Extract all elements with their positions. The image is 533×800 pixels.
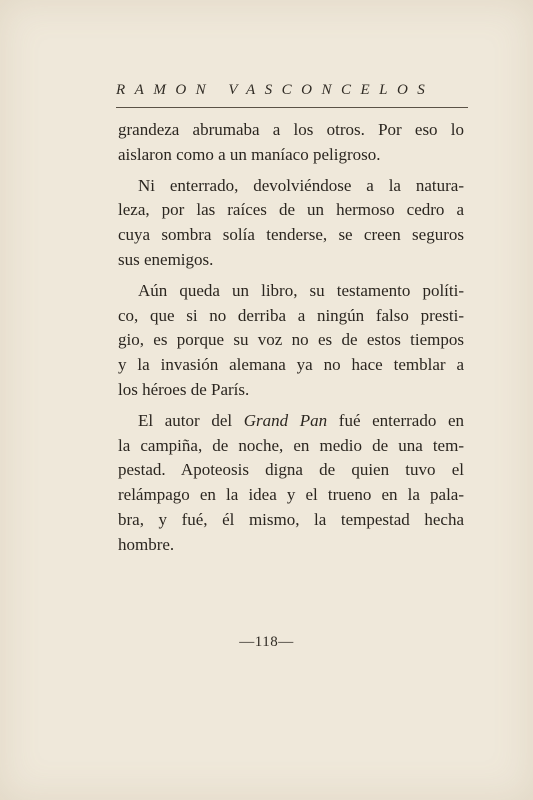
text-line: bra, y fué, él mismo, la tempestad hecha: [118, 509, 464, 529]
paragraph: [118, 279, 464, 403]
text-line: leza, por las raíces de un hermoso cedro a: [118, 200, 464, 220]
running-header: RAMON VASCONCELOS: [116, 82, 435, 98]
text-line: Aún queda un libro, su testamento políti-: [138, 280, 464, 300]
paragraph: [118, 118, 464, 168]
text-line: aislaron como a un maníaco peligroso.: [118, 144, 381, 164]
paragraph: [118, 409, 464, 558]
text-line: co, que si no derriba a ningún falso presti-: [118, 305, 464, 325]
text-line: pestad. Apoteosis digna de quien tuvo el: [118, 460, 464, 480]
text-line: y la invasión alemana ya no hace temblar a: [118, 355, 464, 375]
header-rule: [116, 107, 468, 108]
page-number: —118—: [239, 634, 294, 650]
book-title: Grand Pan: [243, 410, 328, 430]
text-run: El autor del: [138, 410, 244, 430]
text-line: hombre.: [118, 534, 175, 554]
paragraph: [118, 174, 464, 273]
text-line: Ni enterrado, devolviéndose a la natura-: [138, 175, 464, 195]
text-line: [118, 409, 464, 434]
text-line: la campiña, de noche, en medio de una tem-: [118, 435, 464, 455]
text-line: gio, es porque su voz no es de estos tiempos: [118, 330, 464, 350]
body-text: [118, 118, 464, 558]
text-line: sus enemigos.: [118, 249, 214, 269]
text-line: cuya sombra solía tenderse, se creen seguros: [118, 225, 464, 245]
text-line: grandeza abrumaba a los otros. Por eso lo: [118, 120, 464, 139]
text-line: los héroes de París.: [118, 379, 250, 399]
text-run: fué enterrado en: [327, 410, 465, 430]
text-line: relámpago en la idea y el trueno en la pala-: [118, 485, 464, 505]
